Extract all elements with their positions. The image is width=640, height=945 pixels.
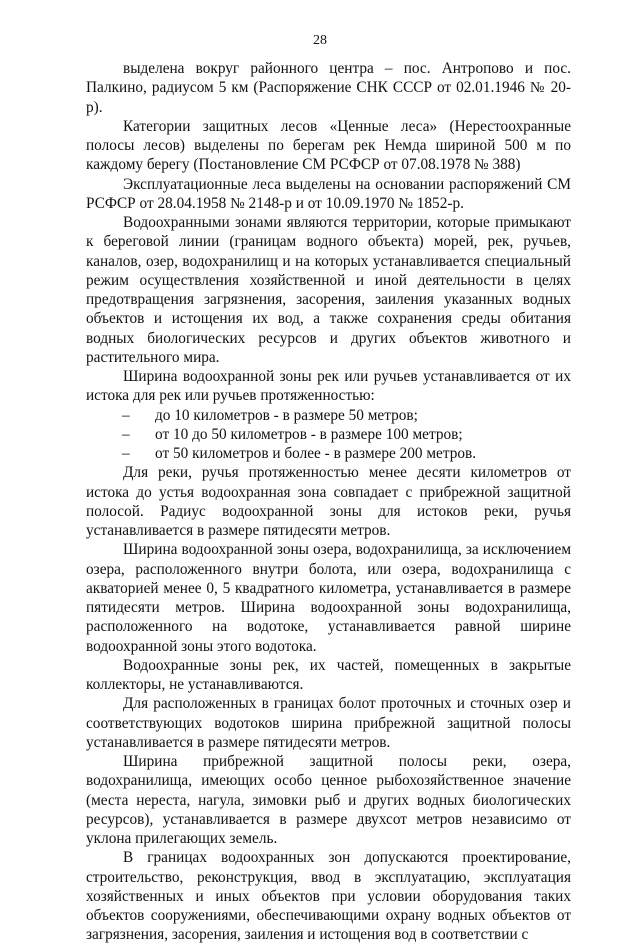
paragraph-short-river: Для реки, ручья протяженностью менее десяти километров от истока до устья водоохранная зона совпадает с прибрежной защитной полосой. Радиус водоохранной зоны для истоков реки, ручья устанавливается в размере пятидесяти метров. bbox=[86, 464, 571, 539]
dash-marker: – bbox=[122, 425, 130, 443]
paragraph-lake-zone-width: Ширина водоохранной зоны озера, водохранилища, за исключением озера, расположенного внутри болота, или озера, водохранилища с акваторией менее 0, 5 квадратного километра, устанавливается в размере пятидесяти метров. Ширина водоохранной зоны водохранилища, расположенного на водотоке, устанавливается равной ширине водоохранной зоны этого водотока. bbox=[86, 541, 571, 655]
dash-marker: – bbox=[122, 406, 130, 424]
river-length-list bbox=[86, 406, 571, 464]
paragraph-fishery-strip: Ширина прибрежной защитной полосы реки, озера, водохранилища, имеющих особо ценное рыбохозяйственное значение (места нереста, нагула, зимовки рыб и других водных биологических ресурсов), устанавливается в размере двухсот метров независимо от уклона прилегающих земель. bbox=[86, 753, 571, 847]
paragraph-valuable-forests: Категории защитных лесов «Ценные леса» (Нерестоохранные полосы лесов) выделены по берегам рек Немда шириной 500 м по каждому берегу (Постановление СМ РСФСР от 07.08.1978 № 388) bbox=[86, 117, 571, 174]
paragraph-water-protection-zones: Водоохранными зонами являются территории, которые примыкают к береговой линии (границам водного объекта) морей, рек, ручьев, каналов, озер, водохранилищ и на которых устанавливается специальный режим осуществления хозяйственной и иной деятельности в целях предотвращения загрязнения, засорения, заиления указанных водных объектов и истощения их вод, а также сохранения среды обитания водных биологических ресурсов и других объектов животного и растительного мира. bbox=[86, 214, 571, 366]
list-item-text: от 10 до 50 километров - в размере 100 метров; bbox=[155, 425, 463, 443]
document-body bbox=[86, 59, 571, 945]
list-item-text: от 50 километров и более - в размере 200 метров. bbox=[155, 445, 477, 462]
list-item bbox=[86, 406, 571, 425]
paragraph-swamp-lakes: Для расположенных в границах болот проточных и сточных озер и соответствующих водотоков ширина прибрежной защитной полосы устанавливается в размере пятидесяти метров. bbox=[86, 695, 571, 751]
paragraph-closed-collectors: Водоохранные зоны рек, их частей, помещенных в закрытые коллекторы, не устанавливаются. bbox=[86, 656, 571, 693]
paragraph-exploitation-forests: Эксплуатационные леса выделены на основании распоряжений СМ РСФСР от 28.04.1958 № 2148-р и от 10.09.1970 № 1852-р. bbox=[86, 175, 571, 212]
list-item bbox=[86, 444, 571, 463]
dash-marker: – bbox=[122, 445, 130, 462]
list-item-text: до 10 километров - в размере 50 метров; bbox=[155, 406, 418, 424]
paragraph-district-center: выделена вокруг районного центра – пос. Антропово и пос. Палкино, радиусом 5 км (Распоряжение СНК СССР от 02.01.1946 № 20-р). bbox=[86, 60, 571, 116]
paragraph-permitted-activities: В границах водоохранных зон допускаются проектирование, строительство, реконструкция, ввод в эксплуатацию, эксплуатация хозяйственных и иных объектов при условии оборудования таких объектов сооружениями, обеспечивающими охрану водных объектов от загрязнения, засорения, заиления и истощения вод в соответствии с bbox=[86, 849, 571, 944]
paragraph-river-zone-width: Ширина водоохранной зоны рек или ручьев устанавливается от их истока для рек или ручьев протяженностью: bbox=[86, 368, 571, 405]
list-item bbox=[86, 425, 571, 444]
page-number: 28 bbox=[313, 33, 327, 48]
